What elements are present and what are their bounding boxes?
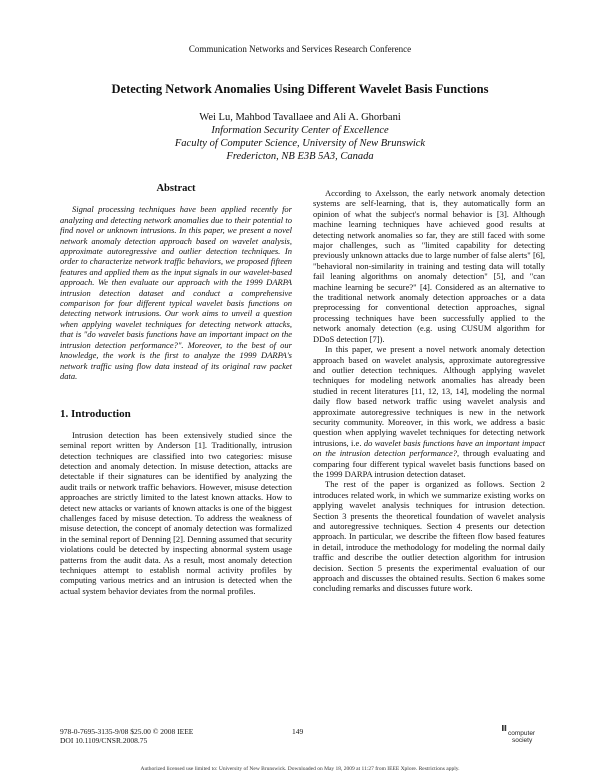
right-column bbox=[313, 188, 545, 594]
affiliation-line-3: Fredericton, NB E3B 5A3, Canada bbox=[226, 151, 374, 162]
abstract-heading: Abstract bbox=[156, 183, 196, 194]
authors: Wei Lu, Mahbod Tavallaee and Ali A. Ghorbani bbox=[199, 112, 401, 123]
running-header: Communication Networks and Services Research Conference bbox=[188, 44, 412, 54]
footer-copyright bbox=[60, 727, 193, 745]
affiliation-line-2: Faculty of Computer Science, University of New Brunswick bbox=[174, 138, 426, 149]
body-paragraph bbox=[313, 344, 545, 479]
research-question: do wavelet basis functions have an important impact on the intrusion detection performance? bbox=[313, 437, 545, 459]
doi-line: DOI 10.1109/CNSR.2008.75 bbox=[60, 736, 148, 745]
body-text: , through evaluating and comparing four different typical wavelet basis functions based on the 1999 DARPA intrusion detection dataset. bbox=[313, 448, 546, 479]
logo-text-line-1: computer bbox=[508, 730, 536, 737]
abstract-text: Signal processing techniques have been applied recently for analyzing and detecting network anomalies due to their potential to find novel or unknown intrusions. In this paper, we present a novel network anomaly detection approach based on wavelet analysis, approximate autoregressive and outlier detection techniques. In order to characterize network traffic behaviors, we proposed fifteen features and applied them as the input signals in our wavelet-based approach. We then evaluate our approach with the 1999 DARPA intrusion detection dataset and conduct a comprehensive comparison for four different typical wavelet basis functions on detecting network intrusions. Our work aims to unveil a question when applying wavelet techniques for detecting network attacks, that is "do wavelet basis functions have an important impact on the intrusion detection performance?". Moreover, to the best of our knowledge, the work is the first to analyze the 1999 DARPA's network traffic using flow data instead of its original raw packet data. bbox=[60, 204, 292, 381]
body-paragraph: According to Axelsson, the early network anomaly detection systems are self-learning, that is, they automatically form an opinion of what the subject's normal behavior is [3]. Although machine learning techniques have achieved good results at detecting network anomalies so far, they are still faced with some major challenges, such as "limited capability for detecting previously unknown attacks due to large number of false alerts" [6], "behavioral non-similarity in training and testing data will totally fail leaning algorithms on anomaly detection" [5], and "can machine learning be secure?" [4]. Considered as an alternative to the traditional network anomaly detection approaches or a data preprocessing for conventional detection approaches, signal processing techniques have been successfully applied to the network anomaly detection (e.g. using CUSUM algorithm for DDoS detection [7]). bbox=[313, 188, 545, 344]
computer-society-logo bbox=[500, 724, 550, 744]
left-column bbox=[60, 184, 292, 596]
introduction-heading: 1. Introduction bbox=[60, 408, 131, 421]
logo-text-line-2: society bbox=[512, 737, 533, 744]
affiliation-line-1: Information Security Center of Excellence bbox=[211, 125, 389, 136]
body-text: In this paper, we present a novel network anomaly detection approach based on wavelet analysis, approximate autoregressive and outlier detection techniques. Although applying wavelet techniques for modeling network anomalies has already been studied in recent literatures [11, 12, 13, 14], modeling the normal daily flow based network traffic using wavelet analysis and approximate autoregressive techniques is new in the network security community. Moreover, in this work, we address a basic question when applying wavelet techniques for detecting network intrusions, i.e. bbox=[313, 344, 545, 448]
license-notice: Authorized licensed use limited to: University of New Brunswick. Downloaded on May 18, 2009 at 11:27 from IEEE Xplore. Restrictions apply. bbox=[140, 766, 460, 772]
paper-title: Detecting Network Anomalies Using Different Wavelet Basis Functions bbox=[111, 82, 489, 96]
isbn-line: 978-0-7695-3135-9/08 $25.00 © 2008 IEEE bbox=[60, 727, 194, 736]
page-number: 149 bbox=[292, 727, 304, 736]
introduction-paragraph: Intrusion detection has been extensively studied since the seminal report written by Anderson [1]. Traditionally, intrusion detection techniques are classified into two categories: misuse detection and anomaly detection. In misuse detection, attacks are detectable if their signatures can be identified by analyzing the audit trails or network traffic behaviors. However, misuse detection approaches are strictly limited to the latest known attacks. How to detect new attacks or variants of known attacks is one of the biggest challenges faced by misuse detection. To address the weakness of misuse detection, the concept of anomaly detection was formalized in the seminal report of Denning [2]. Denning assumed that security violations could be detected by inspecting abnormal system usage patterns from the audit data. As a result, most anomaly detection techniques attempt to establish normal activity profiles by computing various metrics and an intrusion is detected when the actual system behavior deviates from the normal profiles. bbox=[60, 429, 292, 596]
body-paragraph: The rest of the paper is organized as follows. Section 2 introduces related work, in which we summarize existing works on applying wavelet analysis techniques for intrusion detection. Section 3 presents the theoretical foundation of wavelet analysis and autoregressive techniques. Section 4 presents our detection approach. In particular, we describe the fifteen flow based features in detail, introduce the methodology for modeling the normal daily traffic and describe the outlier detection algorithm for intrusion decision. Section 5 presents the experimental evaluation of our approach and discusses the obtained results. Section 6 makes some concluding remarks and discusses future work. bbox=[313, 479, 545, 594]
